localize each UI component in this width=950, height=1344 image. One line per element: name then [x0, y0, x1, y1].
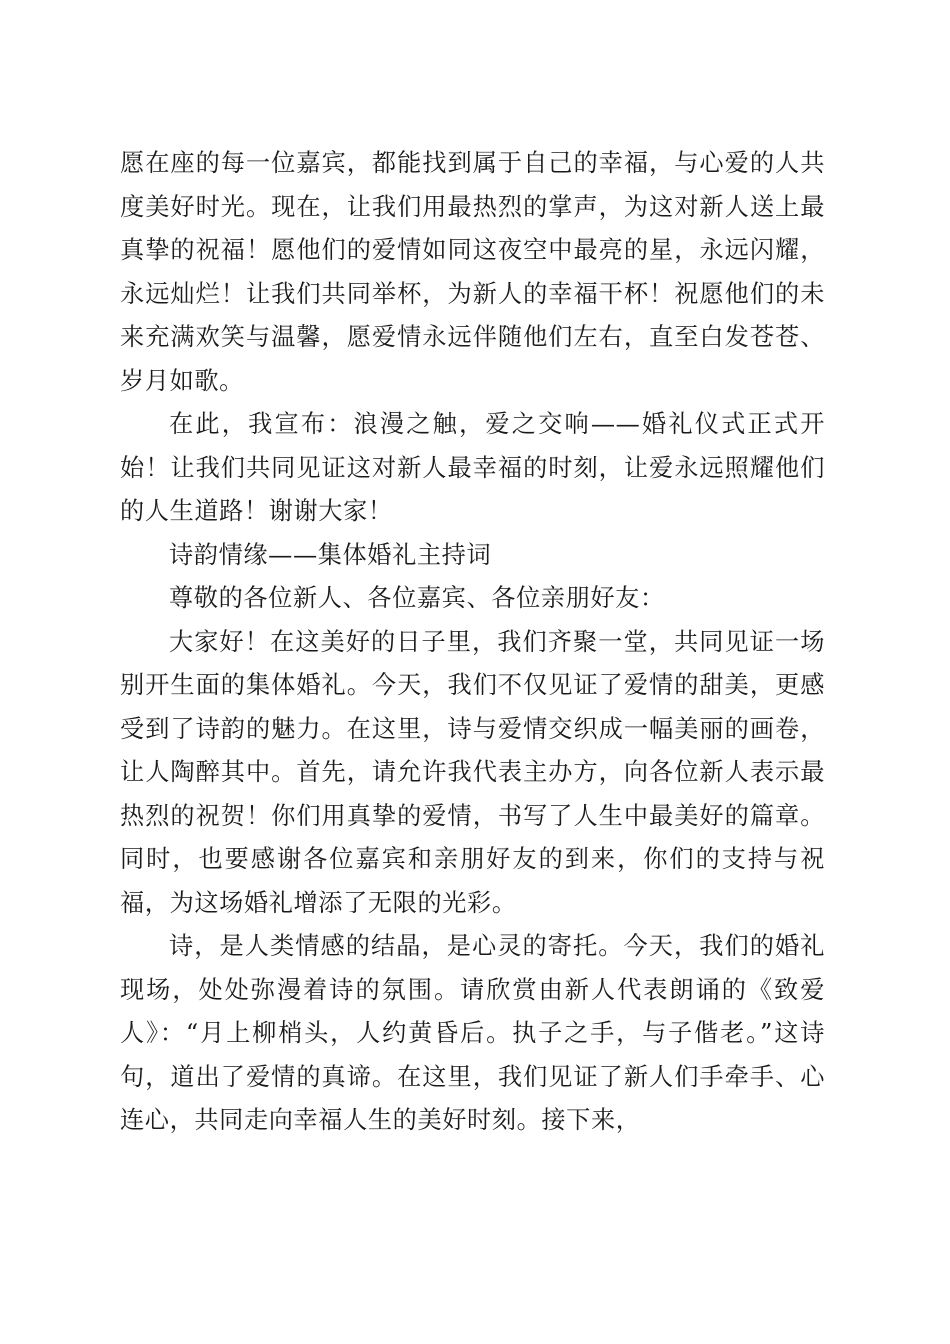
paragraph-announcement: 在此，我宣布：浪漫之触，爱之交响——婚礼仪式正式开始！让我们共同见证这对新人最幸福的时刻，让爱永远照耀他们的人生道路！谢谢大家！ [120, 410, 825, 525]
paragraph-greeting: 大家好！在这美好的日子里，我们齐聚一堂，共同见证一场别开生面的集体婚礼。今天，我们不仅见证了爱情的甜美，更感受到了诗韵的魅力。在这里，诗与爱情交织成一幅美丽的画卷，让人陶醉其中。首先，请允许我代表主办方，向各位新人表示最热烈的祝贺！你们用真挚的爱情，书写了人生中最美好的篇章。同时，也要感谢各位嘉宾和亲朋好友的到来，你们的支持与祝福，为这场婚礼增添了无限的光彩。 [120, 627, 825, 917]
section-title: 诗韵情缘——集体婚礼主持词 [169, 540, 492, 569]
paragraph-blessing: 愿在座的每一位嘉宾，都能找到属于自己的幸福，与心爱的人共度美好时光。现在，让我们用最热烈的掌声，为这对新人送上最真挚的祝福！愿他们的爱情如同这夜空中最亮的星，永远闪耀，永远灿烂！让我们共同举杯，为新人的幸福干杯！祝愿他们的未来充满欢笑与温馨，愿爱情永远伴随他们左右，直至白发苍苍、岁月如歌。 [120, 149, 825, 395]
paragraph-poetry: 诗，是人类情感的结晶，是心灵的寄托。今天，我们的婚礼现场，处处弥漫着诗的氛围。请欣赏由新人代表朗诵的《致爱人》：“月上柳梢头，人约黄昏后。执子之手，与子偕老。”这诗句，道出了爱情的真谛。在这里，我们见证了新人们手牵手、心连心，共同走向幸福人生的美好时刻。接下来， [120, 932, 825, 1134]
salutation: 尊敬的各位新人、各位嘉宾、各位亲朋好友： [169, 584, 665, 612]
document-page [120, 142, 825, 1143]
